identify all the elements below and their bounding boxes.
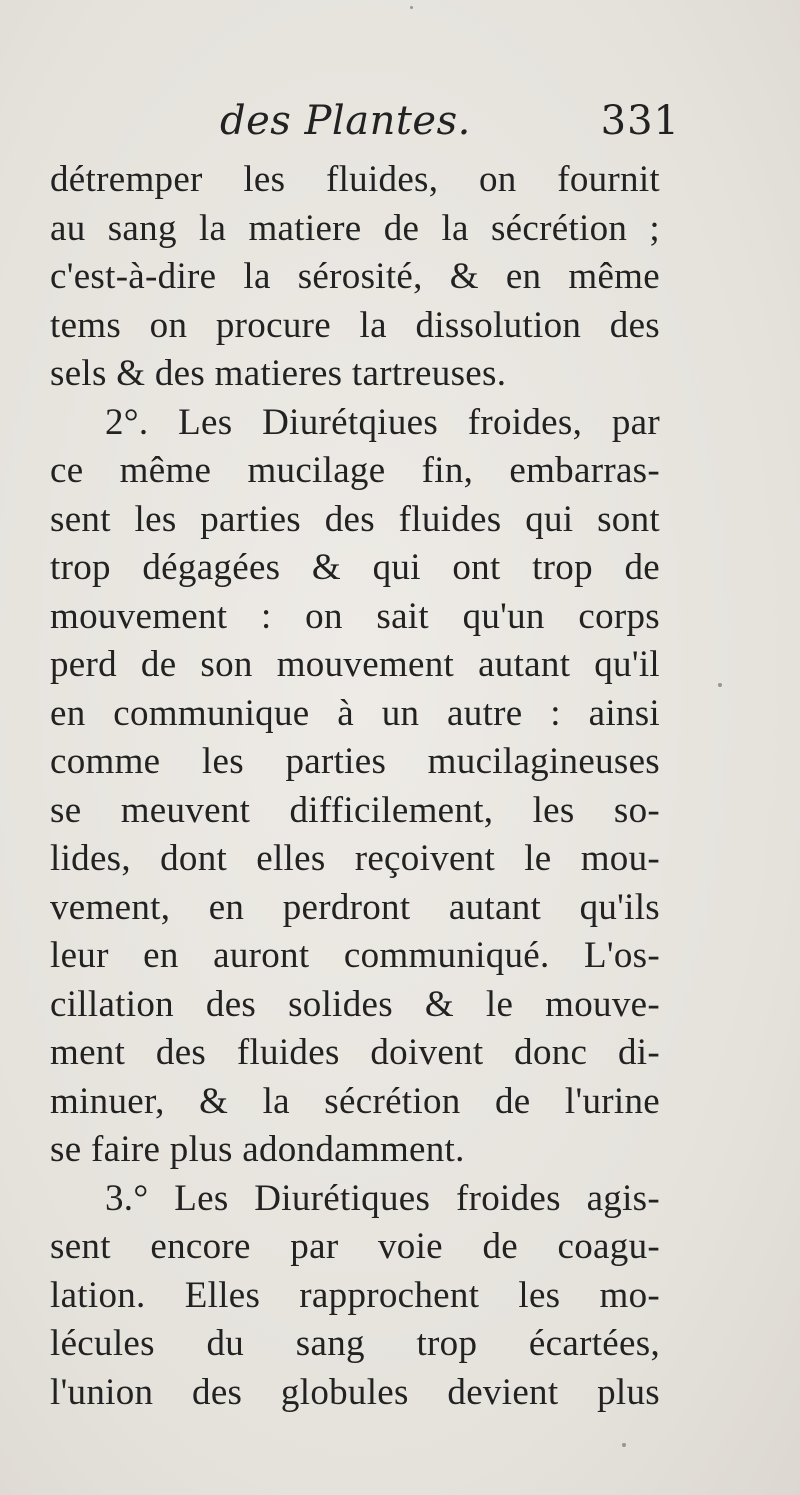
text-line: se meuvent difficilement, les so-	[50, 789, 660, 831]
text-line: leur en auront communiqué. L'os-	[50, 935, 660, 976]
text-line: sent encore par voie de coagu-	[50, 1226, 660, 1267]
text-line: minuer, & la sécrétion de l'urine	[50, 1080, 660, 1122]
text-line: l'union des globules devient plus	[50, 1371, 660, 1413]
text-line: c'est-à-dire la sérosité, & en même	[50, 256, 660, 297]
text-line: se faire plus adondamment.	[50, 1129, 465, 1170]
text-line: ment des fluides doivent donc di-	[50, 1032, 660, 1073]
text-line: trop dégagées & qui ont trop de	[50, 547, 660, 588]
paper-speck	[410, 6, 413, 9]
text-line: comme les parties mucilagineuses	[50, 741, 660, 782]
text-line: en communique à un autre : ainsi	[50, 692, 660, 734]
running-title: des Plantes.	[220, 98, 471, 144]
paragraph-start-line: 3.° Les Diurétiques froides agis-	[105, 1177, 660, 1219]
text-line: vement, en perdront autant qu'ils	[50, 886, 660, 928]
text-line: lécules du sang trop écartées,	[50, 1323, 660, 1364]
text-line: mouvement : on sait qu'un corps	[50, 595, 660, 637]
paper-speck	[622, 1443, 626, 1447]
paper-speck	[718, 683, 722, 687]
text-line: sent les parties des fluides qui sont	[50, 498, 660, 540]
text-line: détremper les fluides, on fournit	[50, 159, 660, 200]
text-line: perd de son mouvement autant qu'il	[50, 644, 660, 685]
paragraph-start-line: 2°. Les Diurétqiues froides, par	[105, 401, 660, 443]
text-line: lation. Elles rapprochent les mo-	[50, 1274, 660, 1316]
text-line: tems on procure la dissolution des	[50, 304, 660, 346]
page-header	[50, 98, 680, 156]
page-number: 331	[600, 98, 680, 144]
text-line: au sang la matiere de la sécrétion ;	[50, 207, 660, 249]
text-line: ce même mucilage fin, embarras-	[50, 450, 660, 491]
text-line: cillation des solides & le mouve-	[50, 983, 660, 1025]
text-line: sels & des matieres tartreuses.	[50, 353, 507, 394]
text-line: lides, dont elles reçoivent le mou-	[50, 838, 660, 879]
body-text	[50, 156, 660, 1417]
